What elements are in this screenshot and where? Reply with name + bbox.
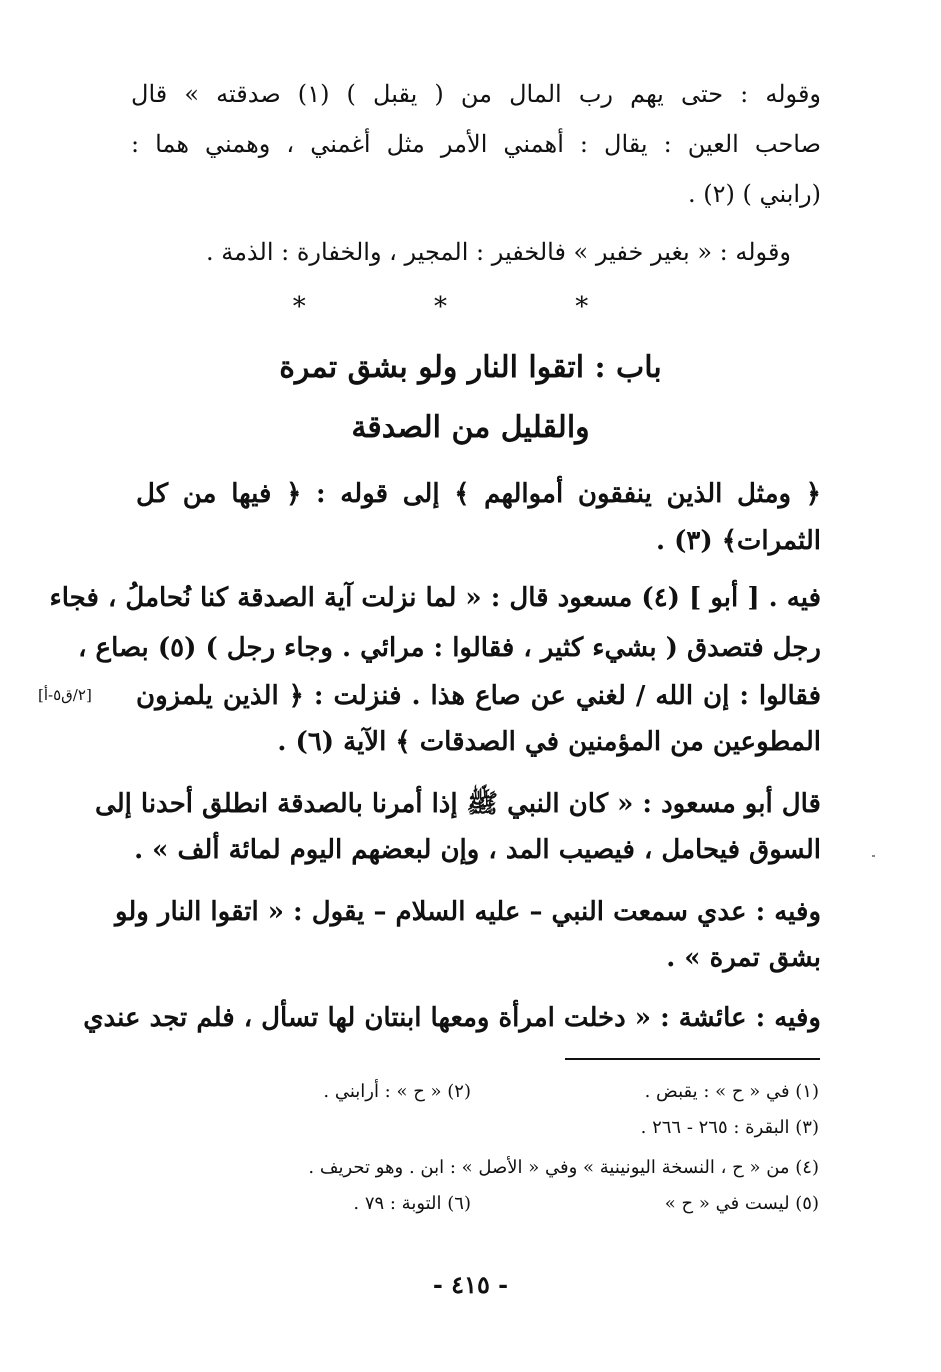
text-line: المطوعين من المؤمنين في الصدقات ﴾ الآية (٦) . [277, 727, 821, 757]
text-line: فقالوا : إن الله / لغني عن صاع هذا . فنزلت : ﴿ الذين يلمزون [136, 681, 821, 711]
text-line: ﴿ ومثل الذين ينفقون أموالهم ﴾ إلى قوله : ﴿ فيها من كل [136, 479, 821, 509]
footnote-6: (٦) التوبة : ٧٩ . [353, 1193, 471, 1214]
text-line: وقوله : حتى يهم رب المال من ( يقبل ) (١) صدقته » قال [131, 80, 822, 108]
text-line: وفيه : عدي سمعت النبي – عليه السلام – يقول : « اتقوا النار ولو [114, 897, 821, 927]
text-line: السوق فيحامل ، فيصيب المد ، وإن لبعضهم اليوم لمائة ألف » . [134, 835, 821, 865]
footnote-4: (٤) من « ح ، النسخة اليونينية » وفي « الأصل » : ابن . وهو تحريف . [308, 1157, 819, 1178]
chapter-heading-line-1: باب : اتقوا النار ولو بشق تمرة [279, 350, 662, 385]
text-line: قال أبو مسعود : « كان النبي ﷺ إذا أمرنا بالصدقة انطلق أحدنا إلى [95, 789, 821, 819]
footnote-separator [565, 1058, 820, 1060]
margin-note: [٢/ق٥-أ] [38, 686, 92, 704]
text-line: الثمرات﴾ (٣) . [655, 526, 821, 556]
page-number: - ٤١٥ - [432, 1270, 509, 1299]
text-line: فيه . [ أبو ] (٤) مسعود قال : « لما نزلت آية الصدقة كنا نُحاملُ ، فجاء [49, 583, 821, 613]
text-line: (رابني ) (٢) . [687, 180, 821, 208]
chapter-heading-line-2: والقليل من الصدقة [351, 410, 590, 445]
scan-speck [872, 855, 875, 857]
footnote-3: (٣) البقرة : ٢٦٥ - ٢٦٦ . [640, 1117, 819, 1138]
footnote-2: (٢) « ح » : أرابني . [323, 1081, 471, 1102]
footnote-1: (١) في « ح » : يقبض . [644, 1081, 819, 1102]
section-separator: * * * [292, 292, 649, 322]
text-line: وفيه : عائشة : « دخلت امرأة ومعها ابنتان لها تسأل ، فلم تجد عندي [83, 1003, 821, 1033]
footnote-5: (٥) ليست في « ح » [664, 1193, 819, 1214]
text-line: بشق تمرة » . [666, 943, 821, 973]
text-line: صاحب العين : يقال : أهمني الأمر مثل أغمني ، وهمني هما : [131, 130, 821, 158]
text-line: وقوله : « بغير خفير » فالخفير : المجير ، والخفارة : الذمة . [205, 238, 791, 266]
text-line: رجل فتصدق ( بشيء كثير ، فقالوا : مرائي . وجاء رجل ) (٥) بصاع ، [78, 633, 821, 663]
